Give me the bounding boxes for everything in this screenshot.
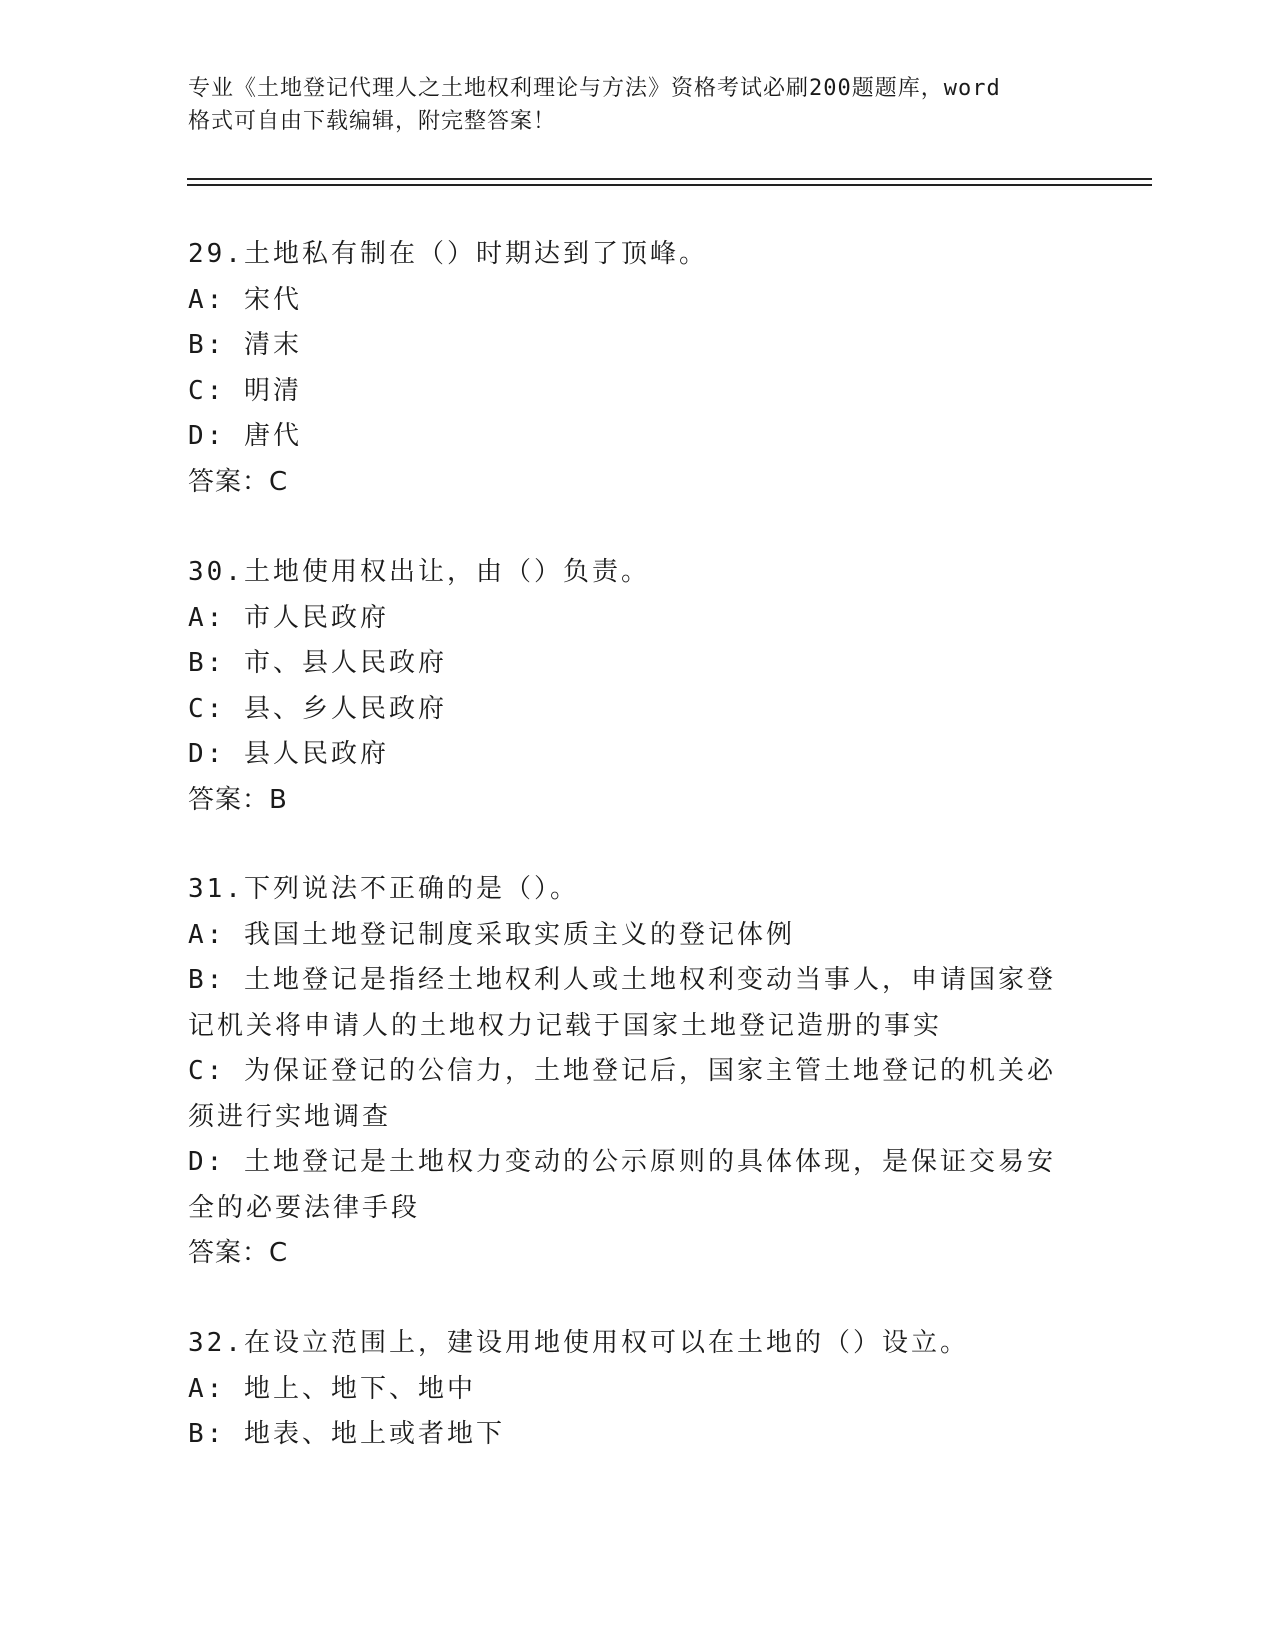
header-line-1: 专业《土地登记代理人之土地权利理论与方法》资格考试必刷200题题库，word — [188, 76, 1001, 101]
option-b: B: 市、县人民政府 — [188, 648, 447, 678]
option-d: D: 县人民政府 — [188, 739, 389, 769]
question-32 — [188, 1321, 1078, 1458]
option-a: A: 我国土地登记制度采取实质主义的登记体例 — [188, 919, 795, 950]
option-a: A: 市人民政府 — [188, 602, 389, 633]
answer-line: 答案：B — [188, 784, 288, 815]
header-line-2: 格式可自由下载编辑，附完整答案！ — [188, 109, 557, 134]
option-c: C: 为保证登记的公信力，土地登记后，国家主管土地登记的机关必须进行实地调查 — [188, 1056, 1056, 1132]
question-29 — [188, 232, 1078, 505]
option-b: B: 土地登记是指经土地权利人或土地权利变动当事人，申请国家登记机关将申请人的土地权力记载于国家土地登记造册的事实 — [188, 965, 1056, 1041]
option-d: D: 土地登记是土地权力变动的公示原则的具体体现，是保证交易安全的必要法律手段 — [188, 1147, 1056, 1223]
question-stem: 32.在设立范围上，建设用地使用权可以在土地的（）设立。 — [188, 1328, 969, 1358]
header-divider-bottom — [187, 184, 1152, 186]
header-divider-top — [187, 178, 1152, 180]
option-a: A: 宋代 — [188, 284, 302, 315]
option-a: A: 地上、地下、地中 — [188, 1373, 476, 1404]
option-c: C: 明清 — [188, 375, 302, 406]
option-c: C: 县、乡人民政府 — [188, 693, 447, 724]
question-30 — [188, 550, 1078, 823]
option-d: D: 唐代 — [188, 421, 302, 451]
option-b: B: 清末 — [188, 330, 302, 360]
answer-line: 答案：C — [188, 466, 289, 497]
document-header — [188, 72, 1068, 138]
question-stem: 31.下列说法不正确的是（）。 — [188, 874, 579, 904]
question-stem: 29.土地私有制在（）时期达到了顶峰。 — [188, 239, 708, 269]
question-31 — [188, 867, 1078, 1277]
answer-line: 答案：C — [188, 1238, 289, 1268]
question-stem: 30.土地使用权出让，由（）负责。 — [188, 557, 650, 587]
option-b: B: 地表、地上或者地下 — [188, 1419, 505, 1449]
